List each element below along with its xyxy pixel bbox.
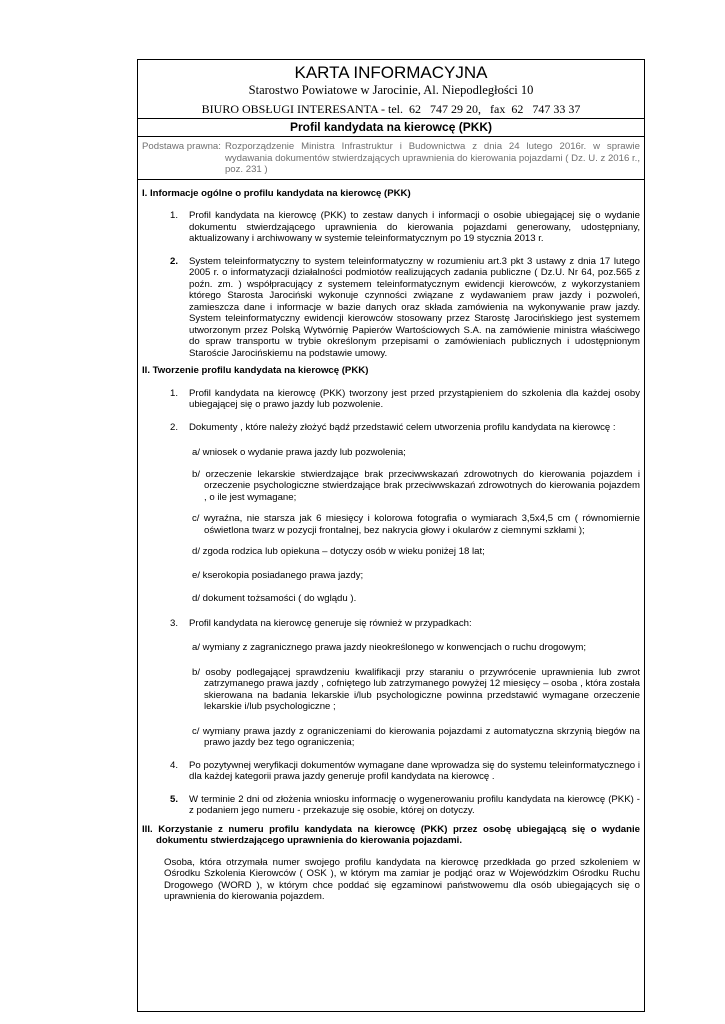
item-text: System teleinformatyczny to system teleinformatyczny w rozumieniu art.3 pkt 3 ustawy z dnia 17 lutego 2005 r. o informatyzacji działalności podmiotów realizujących zadania publiczne ( Dz.U. Nr 64, poz.565 z poźn. zm. ) współpracujący z systemem teleinformatycznym ewidencji kierowców, z wykorzystaniem którego Starosta Jarociński wykonuje czynności związane z wydawaniem praw jazdy i pozwoleń, zamieszcza dane i informacje w bazie danych oraz składa zamówienia na wykonywanie praw jazdy. System teleinformatyczny ewidencji kierowców stosowany przez Starostę Jarocińskiego jest systemem utworzonym przez Polską Wytwórnię Papierów Wartościowych S.A. na zamówienie ministra właściwego do spraw transportu w trybie określonym przepisami o zamówieniach publicznych i udostępnionym Staroście Jarocińskiemu na podstawie umowy. [189, 255, 640, 359]
section-1-heading: I. Informacje ogólne o profilu kandydata na kierowcę (PKK) [142, 187, 411, 199]
section-2-item [142, 422, 640, 434]
card-title: KARTA INFORMACYJNA [294, 63, 488, 82]
item-number: 5. [169, 793, 178, 805]
item-text: W terminie 2 dni od złożenia wniosku informację o wygenerowaniu profilu kandydata na kierowcę (PKK) - z podaniem jego numeru - przekazuje się osobie, której on dotyczy. [189, 793, 640, 816]
document-requirement: a/ wniosek o wydanie prawa jazdy lub pozwolenia; [192, 447, 406, 458]
section-2-item [142, 618, 640, 630]
item-number: 2. [169, 421, 178, 433]
legal-basis-text: Rozporządzenie Ministra Infrastruktur i Budownictwa z dnia 24 lutego 2016r. w sprawie wydawania dokumentów stwierdzających uprawnienia do kierowania pojazdami ( Dz. U. z 2016 r., poz. 231 ) [224, 141, 640, 175]
document-requirement: d/ dokument tożsamości ( do wglądu ). [192, 593, 357, 604]
legal-basis-label: Podstawa prawna: [142, 141, 221, 152]
bureau-contact: BIURO OBSŁUGI INTERESANTA - tel. 62 747 29 20, fax 62 747 33 37 [201, 102, 581, 116]
item-text: Dokumenty , które należy złożyć bądź przedstawić celem utworzenia profilu kandydata na kierowcę : [189, 421, 616, 433]
section-3-heading: III. Korzystanie z numeru profilu kandydata na kierowcę (PKK) przez osobę ubiegającą się o wydanie dokumentu stwierdzającego uprawnienia do kierowania pojazdami. [142, 823, 640, 846]
information-card [137, 59, 645, 1012]
section-1-item [142, 256, 640, 360]
item-number: 4. [169, 759, 178, 771]
item-number: 1. [169, 210, 178, 221]
item-text: Profil kandydata na kierowcę generuje się również w przypadkach: [189, 617, 472, 629]
office-address: Starostwo Powiatowe w Jarocinie, Al. Niepodległości 10 [248, 83, 534, 97]
card-body [138, 188, 644, 903]
section-2-item [142, 794, 640, 817]
section-2-heading: II. Tworzenie profilu kandydata na kierowcę (PKK) [142, 365, 369, 376]
item-number: 3. [169, 617, 178, 629]
document-requirement: b/ orzeczenie lekarskie stwierdzające brak przeciwwskazań zdrowotnych do kierowania pojazdem i orzeczenie psychologiczne stwierdzające brak przeciwwskazań zdrowotnych do kierowania pojazdem , o ile jest wymagane; [192, 468, 640, 503]
legal-basis [138, 137, 644, 180]
card-header [138, 60, 644, 119]
section-2-item [142, 388, 640, 411]
section-1-item [142, 210, 640, 245]
document-requirement: e/ kserokopia posiadanego prawa jazdy; [192, 569, 364, 581]
section-3-text: Osoba, która otrzymała numer swojego profilu kandydata na kierowcę przedkłada go przed szkoleniem w Ośrodku Szkolenia Kierowców ( OSK ), w którym ma zamiar je podjąć oraz w Wojewódzkim Ośrodku Ruchu Drogowego (WORD ), w którym chce poddać się egzaminowi państwowemu dla osób ubiegających się o uprawnienia do kierowania pojazdem. [164, 856, 640, 902]
item-text: Po pozytywnej weryfikacji dokumentów wymagane dane wprowadza się do systemu teleinformatycznego i dla każdej kategorii prawa jazdy generuje profil kandydata na kierowcę . [189, 759, 640, 782]
case-description: c/ wymiany prawa jazdy z ograniczeniami do kierowania pojazdami z automatyczna skrzynią biegów na prawo jazdy bez tego ograniczenia; [192, 725, 640, 748]
section-2-item [142, 760, 640, 783]
item-number: 1. [169, 387, 178, 399]
item-number: 2. [169, 255, 178, 267]
item-text: Profil kandydata na kierowcę (PKK) tworzony jest przed przystąpieniem do szkolenia dla każdej osoby ubiegającej się o prawo jazdy lub pozwolenie. [189, 387, 640, 410]
document-title: Profil kandydata na kierowcę (PKK) [138, 119, 644, 137]
item-text: Profil kandydata na kierowcę (PKK) to zestaw danych i informacji o osobie ubiegającej się o wydanie dokumentu stwierdzającego uprawnienia do kierowania pojazdami generowany, udostępniany, aktualizowany i archiwowany w systemie teleinformatycznym po 19 stycznia 2013 r. [189, 210, 640, 244]
document-requirement: c/ wyraźna, nie starsza jak 6 miesięcy i kolorowa fotografia o wymiarach 3,5x4,5 cm ( równomiernie oświetlona twarz w pozycji frontalnej, bez nakrycia głowy i okularów z ciemnymi szkłami ); [192, 513, 640, 536]
case-description: a/ wymiany z zagranicznego prawa jazdy nieokreślonego w konwencjach o ruchu drogowym; [192, 642, 587, 653]
case-description: b/ osoby podlegającej sprawdzeniu kwalifikacji przy staraniu o przywrócenie uprawnienia lub zwrot zatrzymanego prawa jazdy , cofniętego lub zatrzymanego powyżej 12 miesięcy – osoba , która została skierowana na badania lekarskie i/lub psychologiczne powinna przedstawić wymagane orzeczenie lekarskie i/lub psychologiczne ; [192, 666, 640, 712]
document-requirement: d/ zgoda rodzica lub opiekuna – dotyczy osób w wieku poniżej 18 lat; [192, 546, 485, 557]
